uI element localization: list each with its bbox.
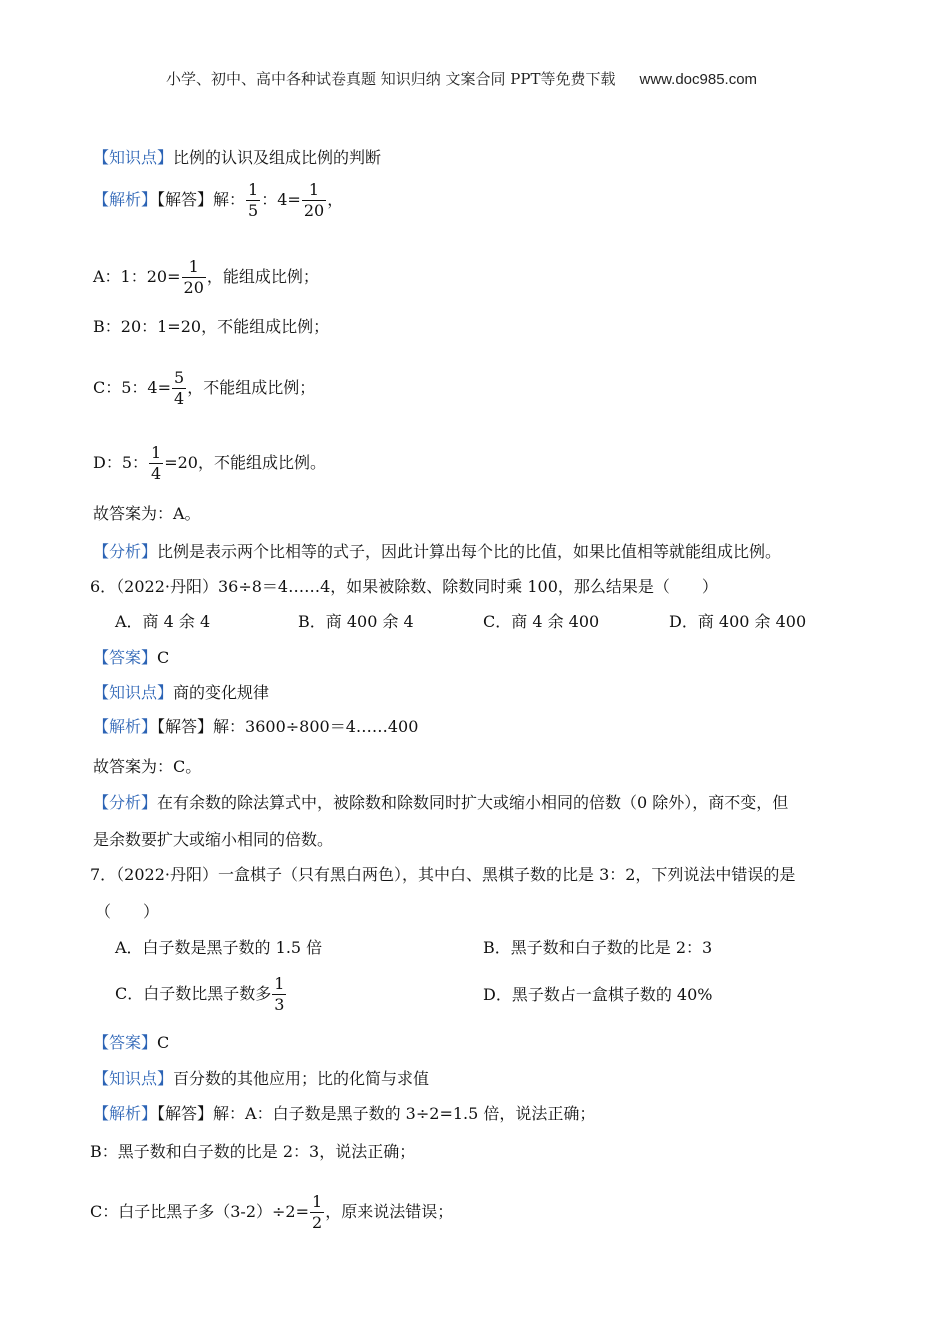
q5-analysis: 【分析】比例是表示两个比相等的式子，因此计算出每个比的比值，如果比值相等就能组成比例。 — [93, 542, 782, 561]
q6-option-c: C．商 4 余 400 — [483, 612, 600, 631]
q6-knowledge-point: 【知识点】商的变化规律 — [93, 683, 270, 702]
q5-solution: 【解析】【解答】解： $\frac{1}{5}$ ：4= $\frac{1}{20}$ ， — [93, 180, 344, 220]
fraction: $\frac{1}{5}$ — [248, 180, 259, 220]
q7-stem-cont: （ ） — [95, 902, 160, 921]
q6-answer: 【答案】C — [93, 648, 170, 667]
q6-option-d: D．商 400 余 400 — [669, 612, 807, 631]
q6-stem: 6．（2022·丹阳）36÷8＝4……4，如果被除数、除数同时乘 100，那么结果是（ ） — [90, 577, 718, 596]
page-header — [166, 68, 757, 91]
q7-stem: 7．（2022·丹阳）一盒棋子（只有黑白两色），其中白、黑棋子数的比是 3：2，下列说法中错误的是 — [90, 865, 796, 884]
q5-option-d: D：5： $\frac{1}{4}$ =20，不能组成比例。 — [93, 443, 326, 483]
analysis-tag: 【解析】 — [93, 190, 158, 209]
q5-option-c: C：5：4= $\frac{5}{4}$ ，不能组成比例； — [93, 368, 316, 408]
header-url[interactable]: www.doc985.com — [639, 71, 758, 88]
q6-analysis-cont: 是余数要扩大或缩小相同的倍数。 — [93, 830, 334, 849]
q6-option-b: B．商 400 余 4 — [298, 612, 414, 631]
q6-solution: 【解析】【解答】解：3600÷800＝4……400 — [93, 717, 419, 736]
q7-option-a: A．白子数是黑子数的 1.5 倍 — [115, 938, 323, 957]
q7-knowledge-point: 【知识点】百分数的其他应用；比的化简与求值 — [93, 1069, 430, 1088]
q5-option-a: A：1：20= $\frac{1}{20}$ ，能组成比例； — [93, 257, 319, 297]
q7-option-b: B．黑子数和白子数的比是 2：3 — [483, 938, 713, 957]
q7-solution: 【解析】【解答】解：A：白子数是黑子数的 3÷2=1.5 倍，说法正确； — [93, 1104, 596, 1123]
q7-solution-c: C：白子比黑子多（3-2）÷2= $\frac{1}{2}$ ，原来说法错误； — [90, 1192, 454, 1232]
fraction: $\frac{1}{3}$ — [274, 974, 285, 1014]
q6-analysis: 【分析】在有余数的除法算式中，被除数和除数同时扩大或缩小相同的倍数（0 除外），商不变，但 — [93, 793, 789, 812]
fraction: $\frac{1}{20}$ — [183, 257, 204, 297]
fraction: $\frac{1}{20}$ — [303, 180, 325, 220]
q7-answer: 【答案】C — [93, 1033, 170, 1052]
header-text: 小学、初中、高中各种试卷真题 知识归纳 文案合同 PPT等免费下载 — [166, 70, 616, 88]
q7-option-c: C．白子数比黑子数多 $\frac{1}{3}$ — [115, 974, 285, 1014]
q5-conclusion: 故答案为：A。 — [93, 504, 201, 523]
q7-solution-b: B：黑子数和白子数的比是 2：3，说法正确； — [90, 1142, 416, 1161]
knowledge-tag: 【知识点】 — [93, 148, 174, 167]
fraction: $\frac{1}{4}$ — [151, 443, 162, 483]
q7-option-d: D．黑子数占一盒棋子数的 40% — [483, 985, 713, 1004]
q5-option-b: B：20：1=20，不能组成比例； — [93, 317, 330, 336]
fraction: $\frac{1}{2}$ — [312, 1192, 323, 1232]
fraction: $\frac{5}{4}$ — [174, 368, 185, 408]
q6-conclusion: 故答案为：C。 — [93, 757, 202, 776]
q6-option-a: A．商 4 余 4 — [115, 612, 211, 631]
q5-knowledge-point: 【知识点】比例的认识及组成比例的判断 — [93, 148, 382, 167]
